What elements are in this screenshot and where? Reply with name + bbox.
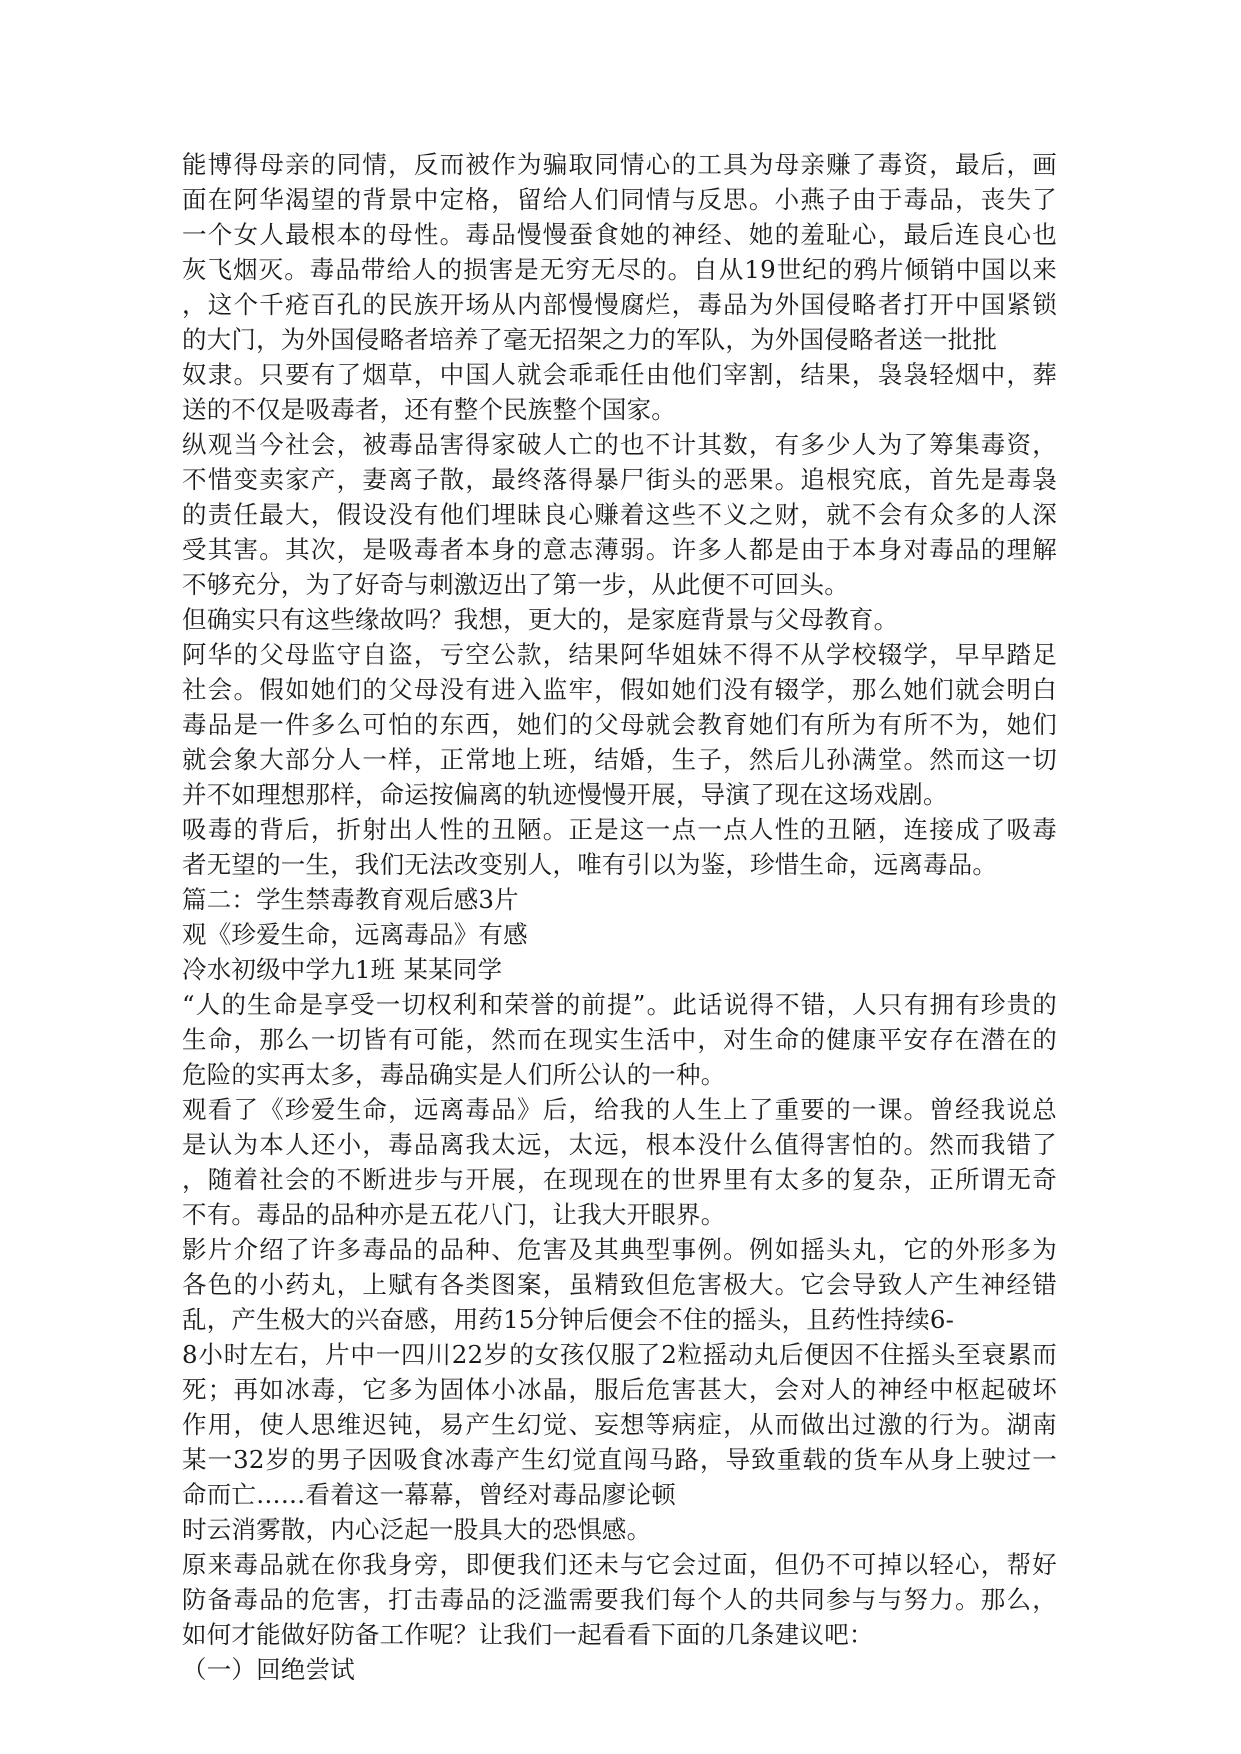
text-line: 吸毒的背后，折射出人性的丑陋。正是这一点一点人性的丑陋，连接成了吸毒: [182, 815, 1057, 844]
text-line: 影片介绍了许多毒品的品种、危害及其典型事例。例如摇头丸，它的外形多为: [182, 1235, 1057, 1264]
text-line: 防备毒品的危害，打击毒品的泛滥需要我们每个人的共同参与与努力。那么，: [182, 1585, 1057, 1614]
text-line: 送的不仅是吸毒者，还有整个民族整个国家。: [182, 395, 676, 424]
text-line: 一个女人最根本的母性。毒品慢慢蚕食她的神经、她的羞耻心，最后连良心也: [182, 220, 1057, 249]
text-line: 危险的实再太多，毒品确实是人们所公认的一种。: [182, 1060, 726, 1089]
document-body: [182, 147, 1057, 1687]
text-line: 某一32岁的男子因吸食冰毒产生幻觉直闯马路，导致重载的货车从身上驶过一: [182, 1445, 1057, 1474]
text-line: 灰飞烟灭。毒品带给人的损害是无穷无尽的。自从19世纪的鸦片倾销中国以来: [182, 255, 1057, 284]
text-line: 并不如理想那样，命运按偏离的轨迹慢慢开展，导演了现在这场戏剧。: [182, 780, 948, 809]
text-line: 社会。假如她们的父母没有进入监牢，假如她们没有辍学，那么她们就会明白: [182, 675, 1057, 704]
text-line: 阿华的父母监守自盗，亏空公款，结果阿华姐妹不得不从学校辍学，早早踏足: [182, 640, 1057, 669]
text-line: ，随着社会的不断进步与开展，在现现在的世界里有太多的复杂，正所谓无奇: [182, 1165, 1057, 1194]
text-line: 不够充分，为了好奇与刺激迈出了第一步，从此便不可回头。: [182, 570, 849, 599]
text-line: 乱，产生极大的兴奋感，用药15分钟后便会不住的摇头，且药性持续6-: [182, 1305, 955, 1334]
text-line: ，这个千疮百孔的民族开场从内部慢慢腐烂，毒品为外国侵略者打开中国紧锁: [182, 290, 1057, 319]
text-line: 生命，那么一切皆有可能，然而在现实生活中，对生命的健康平安存在潜在的: [182, 1025, 1057, 1054]
text-line: 篇二：学生禁毒教育观后感3片: [182, 885, 519, 914]
text-line: 如何才能做好防备工作呢？让我们一起看看下面的几条建议吧：: [182, 1620, 874, 1649]
text-line: 各色的小药丸，上赋有各类图案，虽精致但危害极大。它会导致人产生神经错: [182, 1270, 1057, 1299]
text-line: 的责任最大，假设没有他们埋昧良心赚着这些不义之财，就不会有众多的人深: [182, 500, 1057, 529]
text-line: 能博得母亲的同情，反而被作为骗取同情心的工具为母亲赚了毒资，最后，画: [182, 150, 1057, 179]
text-line: 的大门，为外国侵略者培养了毫无招架之力的军队，为外国侵略者送一批批: [182, 325, 998, 354]
text-line: 受其害。其次，是吸毒者本身的意志薄弱。许多人都是由于本身对毒品的理解: [182, 535, 1057, 564]
text-line: 作用，使人思维迟钝，易产生幻觉、妄想等病症，从而做出过激的行为。湖南: [182, 1410, 1057, 1439]
text-line: 但确实只有这些缘故吗？我想，更大的，是家庭背景与父母教育。: [182, 605, 899, 634]
text-line: 不有。毒品的品种亦是五花八门，让我大开眼界。: [182, 1200, 726, 1229]
text-line: 纵观当今社会，被毒品害得家破人亡的也不计其数，有多少人为了筹集毒资，: [182, 430, 1057, 459]
text-line: 面在阿华渴望的背景中定格，留给人们同情与反思。小燕子由于毒品，丧失了: [182, 185, 1057, 214]
text-line: 冷水初级中学九1班 某某同学: [182, 955, 503, 984]
text-line: 毒品是一件多么可怕的东西，她们的父母就会教育她们有所为有所不为，她们: [182, 710, 1057, 739]
text-line: 观《珍爱生命，远离毒品》有感: [182, 920, 528, 949]
text-line: 是认为本人还小，毒品离我太远，太远，根本没什么值得害怕的。然而我错了: [182, 1130, 1057, 1159]
text-line: 8小时左右，片中一四川22岁的女孩仅服了2粒摇动丸后便因不住摇头至衰累而: [182, 1340, 1057, 1369]
text-line: 时云消雾散，内心泛起一股具大的恐惧感。: [182, 1515, 652, 1544]
text-line: 命而亡……看着这一幕幕，曾经对毒品廖论顿: [182, 1480, 676, 1509]
text-line: “人的生命是享受一切权利和荣誉的前提”。此话说得不错，人只有拥有珍贵的: [182, 990, 1057, 1019]
text-line: 奴隶。只要有了烟草，中国人就会乖乖任由他们宰割，结果，袅袅轻烟中，葬: [182, 360, 1057, 389]
text-line: 原来毒品就在你我身旁，即便我们还未与它会过面，但仍不可掉以轻心，帮好: [182, 1550, 1057, 1579]
text-line: 观看了《珍爱生命，远离毒品》后，给我的人生上了重要的一课。曾经我说总: [182, 1095, 1057, 1124]
text-line: 不惜变卖家产，妻离子散，最终落得暴尸街头的恶果。追根究底，首先是毒袅: [182, 465, 1057, 494]
text-line: （一）回绝尝试: [182, 1655, 355, 1684]
text-line: 就会象大部分人一样，正常地上班，结婚，生子，然后儿孙满堂。然而这一切: [182, 745, 1057, 774]
text-line: 者无望的一生，我们无法改变别人，唯有引以为鉴，珍惜生命，远离毒品。: [182, 850, 998, 879]
text-line: 死；再如冰毒，它多为固体小冰晶，服后危害甚大，会对人的神经中枢起破坏: [182, 1375, 1057, 1404]
